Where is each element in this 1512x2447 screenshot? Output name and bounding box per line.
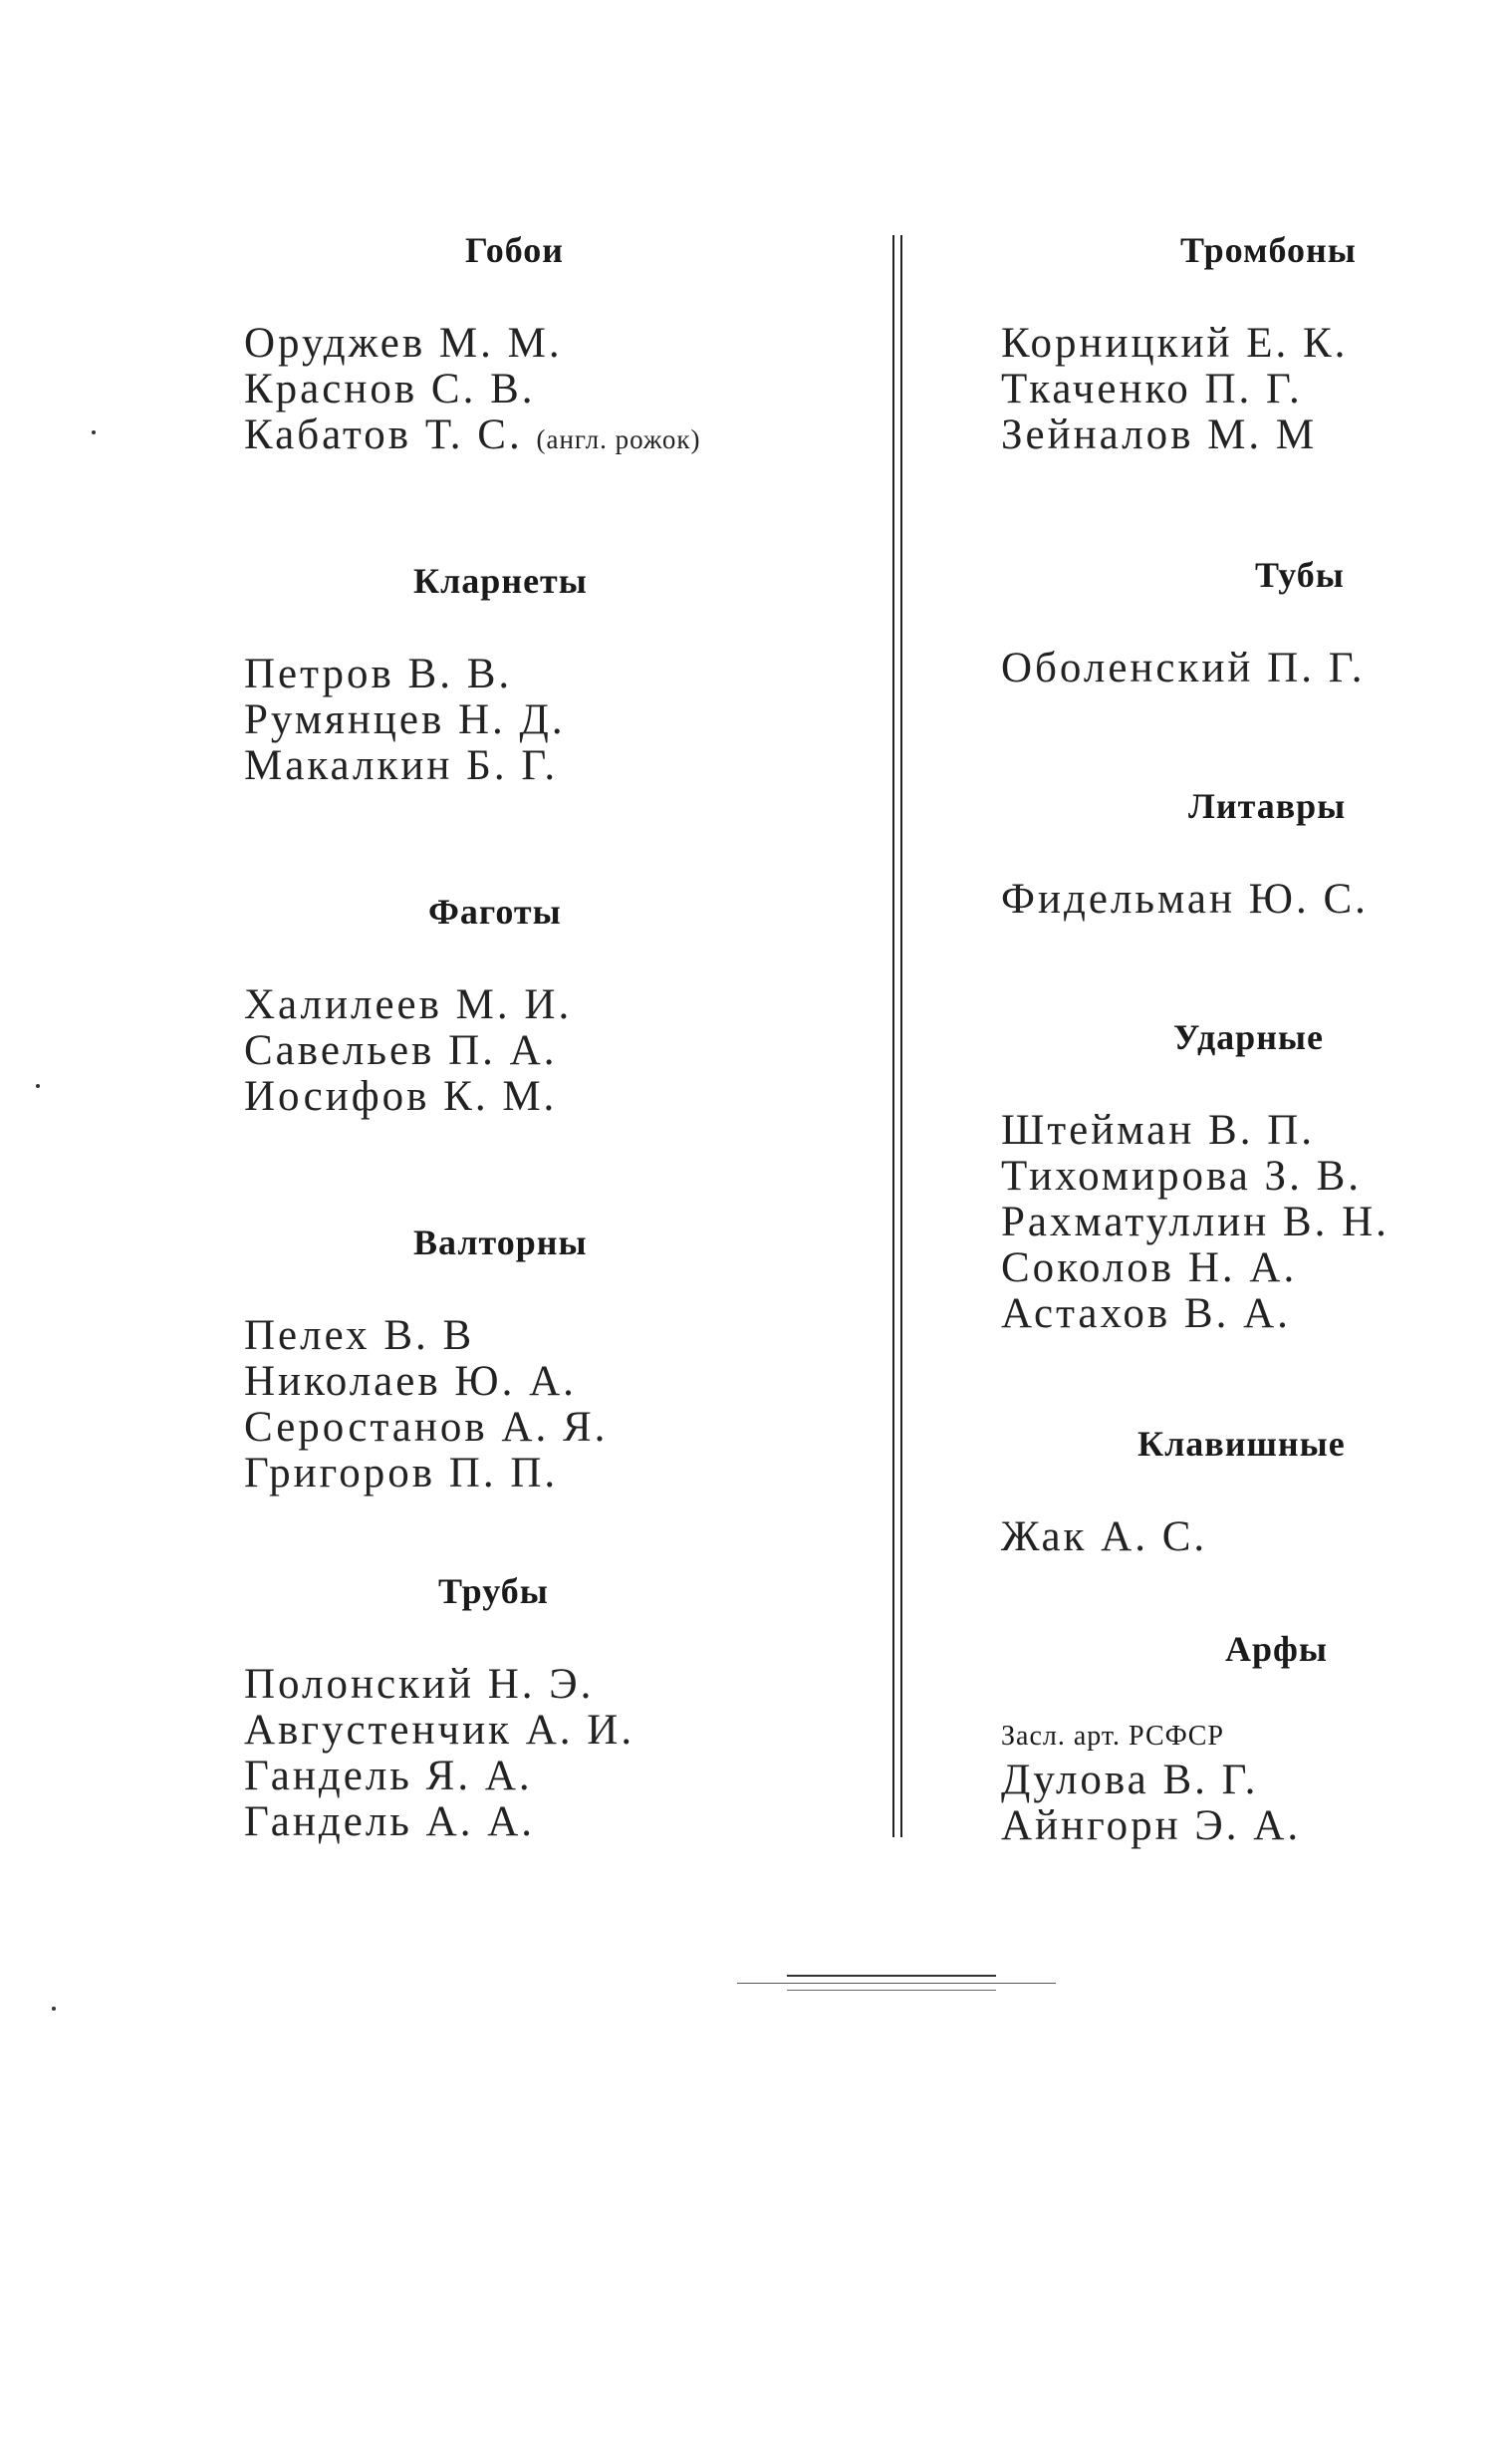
print-speck [92, 430, 96, 434]
section-heading: Клавишные [1137, 1424, 1346, 1464]
section-heading: Тромбоны [1180, 230, 1357, 270]
instrument-note: (англ. рожок) [536, 424, 701, 454]
musician-name: Августенчик А. И. [244, 1707, 635, 1754]
section-heading: Валторны [413, 1223, 588, 1262]
section-heading: Арфы [1225, 1629, 1329, 1669]
musician-name: Дулова В. Г. [1001, 1757, 1259, 1803]
musician-name: Тихомирова З. В. [1001, 1153, 1363, 1200]
musician-name: Румянцев Н. Д. [244, 696, 566, 743]
name-list [1001, 877, 1369, 923]
rule-line [787, 1990, 996, 1991]
musician-name: Оруджев М. М. [244, 320, 563, 367]
section-heading: Тубы [1255, 555, 1345, 595]
musician-name: Халилеев М. И. [244, 981, 573, 1028]
musician-name: Савельев П. А. [244, 1027, 558, 1074]
column-divider [892, 235, 902, 1837]
musician-name: Соколов Н. А. [1001, 1244, 1298, 1291]
musician-name: Кабатов Т. С. [244, 411, 523, 458]
musician-name: Ткаченко П. Г. [1001, 366, 1303, 412]
musician-name: Айнгорн Э. А. [1001, 1802, 1302, 1849]
print-speck [52, 2007, 56, 2011]
section-heading: Кларнеты [413, 561, 588, 601]
print-speck [36, 1084, 40, 1088]
section-heading: Трубы [438, 1571, 549, 1611]
musician-name: Фидельман Ю. С. [1001, 876, 1369, 923]
musician-name: Астахов В. А. [1001, 1290, 1291, 1337]
name-list [1001, 1108, 1389, 1337]
musician-name: Григоров П. П. [244, 1450, 559, 1496]
name-list [1001, 646, 1365, 691]
rule-line [737, 1983, 1056, 1984]
section-heading: Ударные [1173, 1017, 1325, 1057]
section-heading: Литавры [1188, 786, 1347, 826]
name-list [244, 982, 572, 1120]
section-heading: Гобои [465, 230, 565, 270]
name-list [244, 321, 701, 462]
musician-name: Краснов С. В. [244, 366, 536, 412]
musician-name: Штейман В. П. [1001, 1107, 1316, 1154]
section-heading: Фаготы [428, 892, 562, 932]
musician-name: Зейналов М. М [1001, 411, 1318, 458]
musician-name: Макалкин Б. Г. [244, 742, 559, 789]
musician-name: Гандель Я. А. [244, 1753, 533, 1799]
musician-name: Жак А. С. [1001, 1513, 1208, 1560]
musician-name-with-note [244, 412, 701, 462]
musician-name: Серостанов А. Я. [244, 1404, 609, 1451]
honorary-title: Засл. арт. РСФСР [1001, 1721, 1225, 1752]
end-rule [737, 1975, 1056, 1991]
musician-name: Полонский Н. Э. [244, 1661, 595, 1708]
name-list [1001, 1758, 1301, 1849]
name-list [1001, 1514, 1207, 1560]
rule-line [787, 1975, 996, 1977]
name-list [1001, 321, 1348, 458]
musician-name: Николаев Ю. А. [244, 1358, 577, 1405]
name-list [244, 1313, 608, 1496]
musician-name: Оболенский П. Г. [1001, 645, 1366, 691]
musician-name: Гандель А. А. [244, 1798, 536, 1845]
musician-name: Иосифов К. М. [244, 1073, 558, 1120]
name-list [244, 1662, 634, 1845]
musician-name: Пелех В. В [244, 1312, 475, 1359]
musician-name: Петров В. В. [244, 651, 513, 697]
musician-name: Корницкий Е. К. [1001, 320, 1349, 367]
name-list [244, 652, 566, 789]
musician-name: Рахматуллин В. Н. [1001, 1199, 1389, 1245]
